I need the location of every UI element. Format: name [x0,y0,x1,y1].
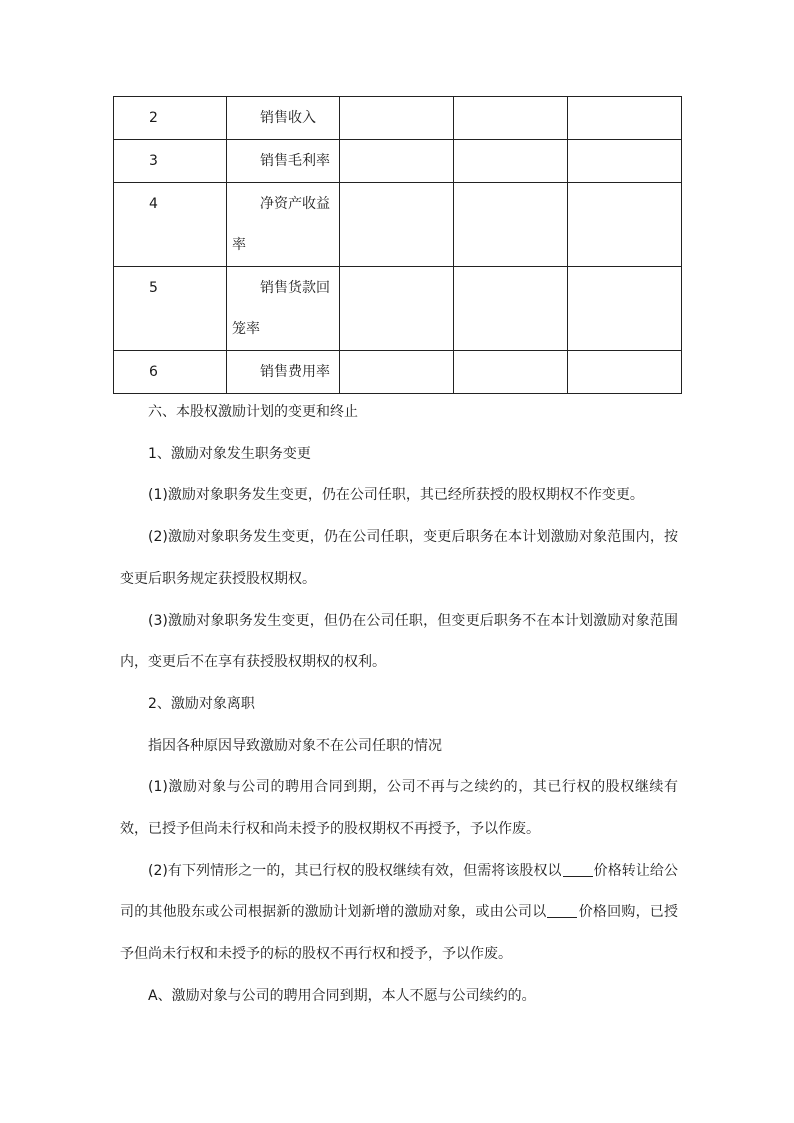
paragraph: 指因各种原因导致激励对象不在公司任职的情况 [148,737,442,754]
blank-line [547,903,577,918]
row-number: 5 [114,267,227,351]
table-cell [568,183,682,267]
row-number: 6 [114,351,227,394]
table-cell [454,140,568,183]
table-cell [568,267,682,351]
paragraph: (2)激励对象职务发生变更，仍在公司任职，变更后职务在本计划激励对象范围内，按变更后职务规定获授股权期权。 [120,529,678,587]
table-row [114,351,682,394]
paragraph: (1)激励对象与公司的聘用合同到期，公司不再与之续约的，其已行权的股权继续有效，已授予但尚未行权和尚未授予的股权期权不再授予，予以作废。 [120,779,678,838]
table-cell [454,267,568,351]
table-cell [340,140,454,183]
paragraph [120,851,678,976]
table-cell [568,140,682,183]
table-row [114,140,682,183]
table-cell [340,351,454,394]
paragraph: (1)激励对象职务发生变更，仍在公司任职，其已经所获授的股权期权不作变更。 [148,487,644,504]
metric-name: 销售货款回笼率 [227,267,340,351]
table-cell [340,267,454,351]
subsection-heading: 2、激励对象离职 [148,695,255,712]
metrics-table [113,96,682,394]
paragraph-part: 价格回购，已授予但尚未行权和未授予的标的股权不再行权和授予，予以作废。 [120,904,678,963]
row-number: 3 [114,140,227,183]
paragraph: (3)激励对象职务发生变更，但仍在公司任职，但变更后职务不在本计划激励对象范围内，变更后不在享有获授股权期权的权利。 [120,612,678,671]
row-number: 2 [114,97,227,140]
metric-name: 销售费用率 [227,351,340,394]
table-cell [454,97,568,140]
metric-name: 销售收入 [227,97,340,140]
table-cell [454,351,568,394]
metric-name: 销售毛利率 [227,140,340,183]
document-body [120,392,678,1018]
table-cell [340,183,454,267]
paragraph: A、激励对象与公司的聘用合同到期，本人不愿与公司续约的。 [148,987,536,1004]
table-cell [568,97,682,140]
section-heading: 六、本股权激励计划的变更和终止 [148,404,358,420]
table-row [114,183,682,267]
metric-name: 净资产收益率 [227,183,340,267]
row-number: 4 [114,183,227,267]
blank-line [563,862,593,877]
paragraph-part: (2)有下列情形之一的，其已行权的股权继续有效，但需将该股权以 [148,862,562,879]
table-row [114,97,682,140]
paragraph-part: 价格转让给公司的其他股东或公司根据新的激励计划新增的激励对象，或由公司以 [120,862,678,921]
table-cell [568,351,682,394]
subsection-heading: 1、激励对象发生职务变更 [148,445,311,462]
table-row [114,267,682,351]
table-cell [454,183,568,267]
table-cell [340,97,454,140]
